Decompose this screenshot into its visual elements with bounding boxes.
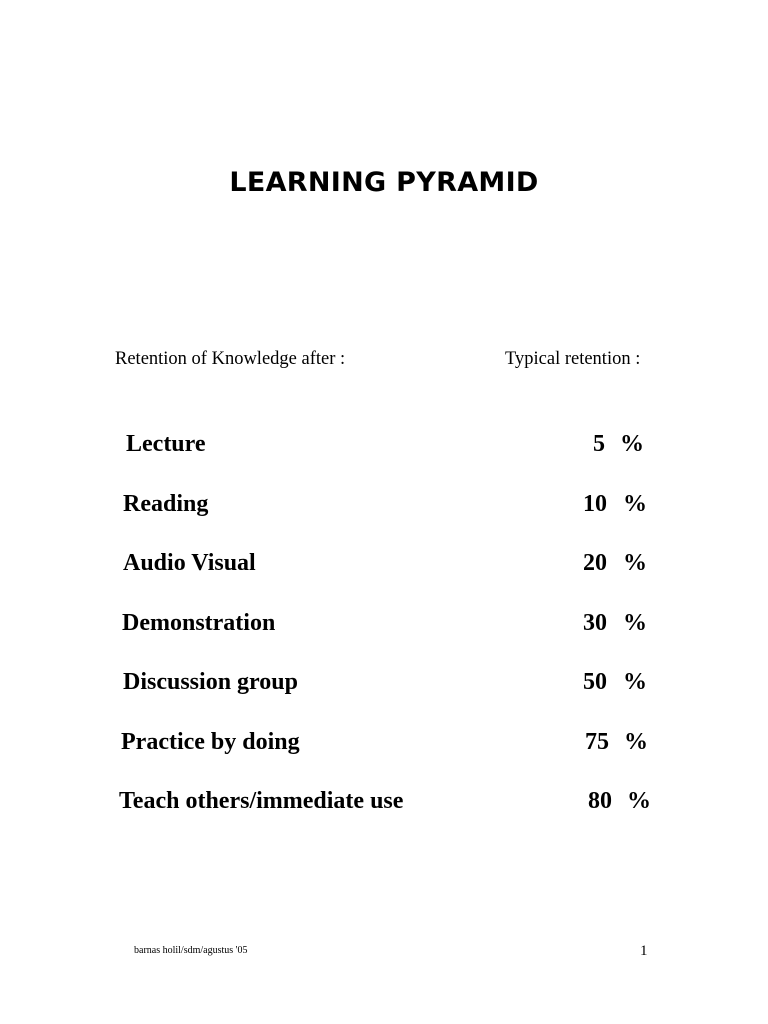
- method-label: Teach others/immediate use: [119, 788, 404, 814]
- footer-credit: barnas holil/sdm/agustus '05: [134, 945, 248, 956]
- table-row: [0, 427, 768, 461]
- table-row: [0, 487, 768, 521]
- retention-value: 20: [583, 550, 607, 576]
- table-row: [0, 725, 768, 759]
- percent-sign: %: [620, 431, 644, 457]
- retention-value: 5: [593, 431, 605, 457]
- method-label: Demonstration: [122, 610, 276, 636]
- percent-sign: %: [623, 610, 647, 636]
- method-label: Audio Visual: [123, 550, 256, 576]
- table-row: [0, 784, 768, 818]
- retention-after-header: Retention of Knowledge after :: [115, 349, 346, 369]
- retention-value: 80: [588, 788, 612, 814]
- method-label: Practice by doing: [121, 729, 300, 755]
- percent-sign: %: [623, 669, 647, 695]
- typical-retention-header: Typical retention :: [505, 349, 641, 369]
- method-label: Discussion group: [123, 669, 298, 695]
- percent-sign: %: [623, 491, 647, 517]
- table-row: [0, 606, 768, 640]
- percent-sign: %: [623, 550, 647, 576]
- page-title: LEARNING PYRAMID: [229, 167, 539, 198]
- retention-value: 30: [583, 610, 607, 636]
- retention-value: 10: [583, 491, 607, 517]
- page-number: 1: [640, 943, 648, 959]
- method-label: Reading: [123, 491, 209, 517]
- retention-value: 50: [583, 669, 607, 695]
- retention-value: 75: [585, 729, 609, 755]
- method-label: Lecture: [126, 431, 206, 457]
- percent-sign: %: [627, 788, 651, 814]
- table-row: [0, 665, 768, 699]
- percent-sign: %: [624, 729, 648, 755]
- table-row: [0, 546, 768, 580]
